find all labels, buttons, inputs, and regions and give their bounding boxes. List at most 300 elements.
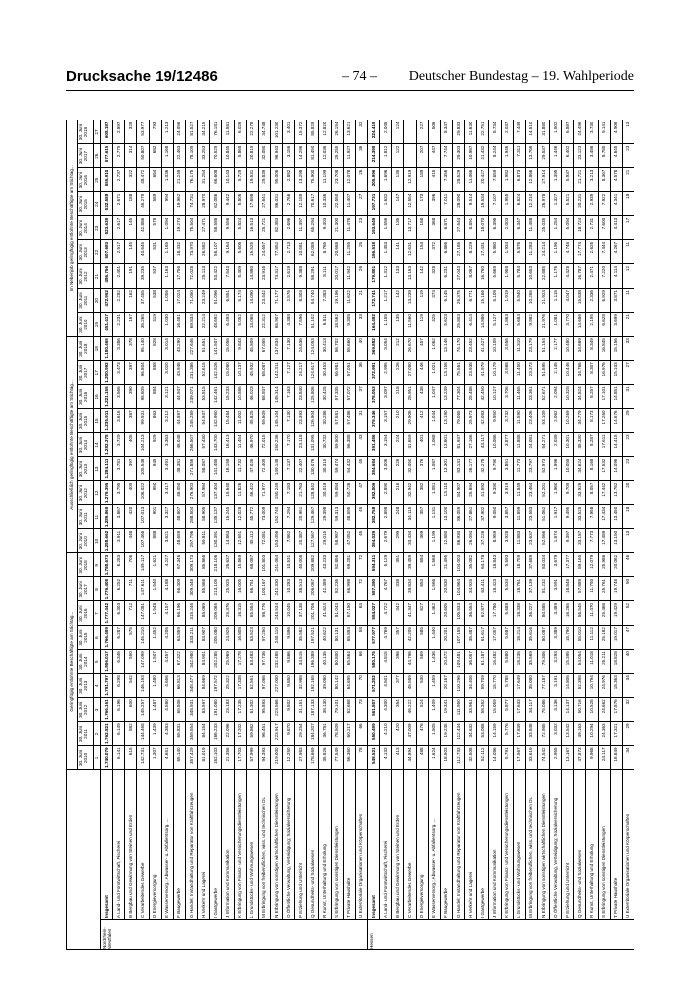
table-cell: 23.464	[528, 482, 534, 497]
table-cell: 72.015	[261, 434, 267, 449]
table-cell: 52	[625, 603, 631, 609]
table-cell: 15.638	[576, 290, 582, 305]
table-cell: 72.081	[261, 530, 267, 545]
column-divider	[77, 721, 634, 722]
table-cell: 135	[394, 314, 400, 322]
table-cell: 22.463	[176, 145, 182, 160]
table-cell: 29.833	[455, 121, 461, 136]
table-cell: 37.226	[479, 530, 485, 545]
table-cell: 1.221.155	[103, 386, 109, 407]
table-cell: 223.917	[273, 723, 279, 740]
table-cell: 25.488	[467, 386, 473, 401]
column-number: 12	[94, 490, 99, 496]
row-label: O Öffentliche Verwaltung, Verteidigung; Sozialversicherung	[285, 797, 291, 918]
table-cell: 33.525	[576, 506, 582, 521]
table-cell: 23.406	[528, 410, 534, 425]
table-cell: 52.973	[540, 458, 546, 473]
table-cell: 55.010	[576, 627, 582, 642]
table-cell: 3.911	[115, 530, 121, 542]
column-number: 22	[94, 249, 99, 255]
table-cell: 2.995	[382, 362, 388, 374]
table-cell: 32	[358, 121, 364, 127]
table-cell: 14.296	[297, 145, 303, 160]
table-cell: 36	[358, 362, 364, 368]
table-cell: 627	[419, 603, 425, 611]
column-divider	[77, 192, 634, 193]
table-cell: 28.529	[455, 169, 461, 184]
table-cell: 1.776.408	[103, 578, 109, 600]
table-cell: 25.894	[467, 482, 473, 497]
table-cell: 23	[625, 434, 631, 440]
table-cell: 11.849	[516, 482, 522, 497]
table-cell: 19.274	[176, 217, 182, 232]
table-cell: 1.874	[552, 530, 558, 543]
table-cell: 41.427	[479, 338, 485, 353]
table-cell: 15.484	[224, 410, 230, 425]
table-cell: 2.177	[552, 338, 558, 350]
table-cell: 3.486	[589, 145, 595, 158]
table-cell: 205.996	[370, 169, 376, 187]
table-cell: 81.019	[200, 747, 206, 762]
table-cell: 4.580	[164, 699, 170, 711]
table-cell: 43	[358, 434, 364, 440]
table-cell: 42.489	[322, 578, 328, 593]
table-cell: 20.819	[249, 145, 255, 160]
row-label: E Wasserversorg.; Abwasser- u. Abfallentsorg. ...	[164, 818, 170, 918]
table-cell: 23.361	[528, 386, 534, 401]
table-cell: 22.278	[249, 121, 255, 136]
table-cell: 30.019	[322, 482, 328, 497]
table-cell: 23.179	[528, 338, 534, 353]
table-cell: 10.179	[491, 362, 497, 377]
column-divider	[77, 649, 634, 650]
table-cell: 15.640	[224, 482, 230, 497]
date-header: 30. Juni 2012	[78, 268, 88, 285]
table-cell: 57.335	[334, 386, 340, 401]
table-cell: 12.078	[346, 169, 352, 184]
table-cell: 531	[152, 241, 158, 250]
table-cell: 17.101	[601, 386, 607, 401]
table-cell: 11.112	[589, 627, 595, 641]
table-cell: 14.137	[564, 699, 570, 714]
column-number: 19	[94, 322, 99, 328]
table-cell: 8.367	[601, 169, 607, 182]
table-cell: 14.886	[479, 314, 485, 329]
table-cell: 309.448	[188, 578, 194, 596]
table-cell: 109.481	[455, 651, 461, 668]
table-cell: 10.987	[467, 145, 473, 160]
table-cell: 27.165	[455, 241, 461, 256]
row-label: Q Gesundheits- und Sozialwesen	[576, 849, 582, 918]
column-divider	[77, 481, 634, 482]
table-cell: 72.409	[261, 458, 267, 473]
row-label: K Erbringung von Finanz- und Versicherungsdienstleistungen	[237, 793, 243, 918]
table-cell: 23.442	[261, 290, 267, 305]
table-cell: 224	[394, 434, 400, 443]
table-cell: 15.245	[224, 506, 230, 521]
table-cell: 8.057	[589, 482, 595, 495]
table-cell: 25.035	[540, 217, 546, 232]
table-cell: 2.039	[552, 434, 558, 446]
table-cell: 4.388	[285, 314, 291, 326]
table-cell: 13.601	[443, 434, 449, 449]
table-cell: 1.081	[552, 314, 558, 326]
table-cell: 31.151	[297, 699, 303, 714]
table-cell: 18.759	[516, 554, 522, 569]
table-cell: 56.360	[346, 747, 352, 762]
table-cell: 149.117	[140, 554, 145, 572]
table-cell: 342.980	[188, 651, 194, 668]
table-cell: 4.047	[564, 290, 570, 302]
parliament-title: Deutscher Bundestag – 19. Wahlperiode	[408, 69, 634, 84]
date-header: 30. Juni 2015	[78, 629, 88, 646]
page-header	[66, 66, 634, 91]
table-cell: 384.029	[370, 530, 376, 548]
table-cell: 70.529	[212, 145, 218, 160]
table-cell: 15.770	[491, 675, 497, 690]
column-number: 13	[94, 466, 99, 472]
table-cell: 206.067	[309, 578, 315, 596]
table-cell: 135.137	[212, 506, 218, 524]
table-cell: 218.106	[212, 554, 218, 572]
table-cell: 4.656	[164, 675, 170, 687]
table-cell: 12.189	[297, 193, 303, 208]
column-number: 20	[94, 298, 99, 304]
document-number	[66, 68, 218, 85]
table-cell: 13.158	[443, 362, 449, 377]
date-header: 30. Juni 2016	[78, 605, 88, 622]
table-cell: 4.206	[164, 627, 170, 639]
table-cell: 41.592	[479, 482, 485, 497]
column-number: 17	[94, 370, 99, 376]
table-cell: 1.217	[382, 290, 388, 302]
table-cell: 17.876	[613, 699, 619, 714]
table-cell: 5.684	[516, 314, 522, 326]
table-cell: 42.205	[407, 627, 412, 642]
table-cell: 36.227	[528, 603, 534, 618]
table-cell: 45	[358, 506, 364, 512]
table-cell: 10.086	[491, 434, 497, 449]
table-cell: 32.050	[407, 458, 412, 473]
table-cell: 147.099	[140, 651, 145, 668]
table-cell: 162.103	[212, 747, 218, 765]
table-cell: 11.888	[516, 434, 522, 449]
row-divider	[100, 120, 101, 950]
table-cell: 149.148	[273, 458, 279, 476]
column-number: 10	[94, 538, 99, 544]
table-cell: 16.976	[601, 362, 607, 377]
table-cell: 12	[625, 265, 631, 272]
table-cell: 80.585	[540, 603, 546, 618]
table-cell: 57.051	[346, 362, 352, 377]
table-cell: 15.166	[479, 290, 485, 305]
table-cell: 4.769	[382, 627, 388, 639]
table-cell: 11.465	[516, 386, 522, 401]
table-cell: 6.149	[115, 723, 121, 735]
table-cell: 205.080	[212, 627, 218, 644]
table-cell: 36.057	[467, 651, 473, 666]
table-cell: 379.346	[370, 410, 376, 428]
table-cell: 1.788.673	[103, 554, 109, 576]
table-cell: 47.009	[407, 723, 412, 738]
table-cell: 53.068	[479, 723, 485, 738]
table-cell: 4.457	[164, 651, 170, 663]
table-cell: 3.293	[552, 651, 558, 663]
table-cell: 25.322	[224, 675, 230, 690]
table-cell: 145	[127, 241, 133, 250]
table-cell: 33.434	[407, 530, 412, 545]
table-cell: 71.177	[273, 290, 279, 305]
table-cell: 26.582	[200, 241, 206, 256]
column-divider	[77, 384, 634, 385]
table-cell: 1.409	[431, 699, 437, 711]
table-cell: 1.094	[164, 217, 170, 230]
table-cell: 172.741	[370, 290, 376, 307]
table-cell: 7.922	[601, 193, 607, 206]
table-cell: 11.283	[528, 241, 534, 256]
table-cell: 72.028	[188, 265, 194, 281]
table-cell: 3.473	[115, 362, 121, 374]
table-cell: 13.621	[346, 121, 352, 136]
table-cell: 23.637	[528, 530, 534, 545]
table-cell: 31	[625, 386, 631, 392]
table-cell: 66.409	[176, 578, 182, 593]
table-cell: 142.526	[212, 362, 218, 379]
table-cell: 128.842	[309, 482, 315, 500]
table-cell: 96.943	[273, 145, 279, 160]
table-cell: 12.250	[285, 747, 291, 762]
table-cell: 80.800	[334, 651, 340, 666]
table-cell: 147.611	[140, 578, 145, 596]
table-cell: 17.202	[237, 723, 243, 738]
date-header: 30. Juni 2013	[78, 244, 88, 261]
table-cell: 27.983	[297, 747, 303, 762]
table-cell: 5.593	[504, 554, 510, 567]
table-cell: 13.163	[407, 265, 412, 281]
table-cell: 6.402	[564, 145, 570, 158]
table-cell: 51.096	[212, 290, 218, 305]
table-cell: 9.850	[285, 675, 291, 687]
table-cell: 16.413	[224, 434, 230, 449]
table-cell: 23.123	[576, 145, 582, 160]
table-cell: 32.080	[261, 145, 267, 160]
table-cell: 1.176	[552, 265, 558, 278]
table-cell: 27.641	[261, 193, 267, 208]
table-cell: 1.459	[431, 675, 437, 687]
table-cell: 589	[152, 193, 158, 202]
table-cell: 142	[419, 265, 425, 274]
table-cell: 21.432	[479, 145, 485, 160]
table-cell: 377	[394, 675, 400, 683]
table-cell: 357.429	[188, 747, 194, 765]
table-cell: 10.265	[528, 290, 534, 305]
table-cell: 23	[625, 458, 631, 464]
table-cell: 3.871	[613, 290, 619, 302]
table-cell: 9.308	[346, 314, 352, 326]
table-cell: 19.429	[613, 603, 619, 618]
table-cell: 3.401	[285, 121, 291, 134]
table-cell: 49.163	[576, 723, 582, 738]
table-cell: 33.187	[576, 530, 582, 545]
table-cell: 11.773	[516, 458, 522, 473]
table-cell: 32.508	[467, 747, 473, 762]
row-label: J Information und Kommunikation	[224, 849, 230, 918]
column-number: 5	[94, 660, 99, 663]
column-divider	[77, 144, 634, 145]
date-header: 30. Juni 2011	[78, 509, 88, 526]
table-cell: 2.898	[382, 506, 388, 519]
table-cell: 13.766	[528, 145, 534, 160]
table-cell: 4.645	[613, 145, 619, 158]
table-cell: 17.774	[576, 241, 582, 256]
table-cell: 420	[394, 723, 400, 732]
table-cell: 34.117	[528, 699, 534, 714]
date-header: 30. Juni 2014	[78, 436, 88, 454]
table-cell: 34.632	[467, 723, 473, 738]
table-cell: 2.955	[552, 747, 558, 759]
table-cell: 2.696	[285, 217, 291, 230]
table-cell: 387	[127, 410, 133, 419]
table-cell: 51.062	[540, 506, 546, 521]
table-cell: 580.175	[370, 651, 376, 668]
table-cell: 11.002	[237, 410, 243, 425]
table-cell: 10.294	[589, 723, 595, 738]
row-label: G Handel; Instandhaltung und Reparatur von Kraftfahrzeugen	[188, 792, 194, 918]
table-cell: 46.970	[249, 434, 255, 449]
table-cell: 706	[127, 554, 133, 563]
table-cell: 23.249	[200, 290, 206, 305]
table-cell: 1.487	[152, 699, 158, 711]
table-cell: 1.960	[552, 482, 558, 495]
row-divider	[66, 120, 67, 950]
table-cell: 13	[625, 121, 631, 127]
table-cell: 4.300	[382, 699, 388, 711]
table-cell: 1.946	[504, 145, 510, 158]
table-cell: 5.521	[564, 193, 570, 206]
table-cell: 33.961	[467, 699, 473, 714]
table-cell: 35.569	[528, 651, 534, 666]
table-cell: 98.776	[261, 603, 267, 618]
table-cell: 10.143	[224, 169, 230, 184]
table-cell: 67.150	[346, 603, 352, 618]
table-cell: 13.150	[613, 530, 619, 545]
table-cell: 150.249	[273, 482, 279, 500]
table-cell: 197.731	[370, 193, 376, 211]
table-cell: 66.608	[212, 169, 218, 184]
table-cell: 26	[358, 169, 364, 175]
table-cell: 153.056	[273, 530, 279, 548]
table-cell: 14.086	[491, 747, 497, 762]
table-cell: 409	[127, 482, 133, 491]
row-label: D Energieversorgung	[152, 874, 158, 918]
table-cell: 5.623	[443, 314, 449, 326]
table-cell: 6.871	[443, 217, 449, 230]
table-cell: 2.094	[552, 386, 558, 398]
table-cell: 6.287	[115, 627, 121, 639]
table-cell: 37.139	[528, 578, 534, 593]
table-cell: 213.105	[212, 578, 218, 596]
table-cell: 9.866	[285, 651, 291, 663]
table-cell: 446	[419, 362, 425, 370]
table-cell: 11.397	[297, 217, 303, 232]
table-cell: 15.233	[224, 386, 230, 401]
table-cell: 48.050	[176, 482, 182, 497]
row-label: L Grundstücks- und Wohnungswesen	[516, 841, 522, 918]
table-cell: 405	[127, 434, 133, 443]
table-cell: 21.495	[443, 554, 449, 569]
table-cell: 58.905	[200, 506, 206, 521]
table-cell: 65.893	[346, 627, 352, 642]
table-cell: 314	[127, 145, 133, 154]
table-cell: 8.229	[467, 241, 473, 254]
table-cell: 582	[127, 723, 133, 732]
column-divider	[77, 216, 634, 217]
table-cell: 266.507	[188, 434, 194, 452]
table-cell: 13.717	[407, 217, 412, 232]
column-number: 3	[94, 708, 99, 712]
table-cell: 17.839	[516, 723, 522, 738]
table-cell: 19.534	[479, 193, 485, 208]
table-cell: 27.080	[407, 362, 412, 377]
table-cell: 9.495	[564, 506, 570, 519]
table-cell: 20.427	[479, 169, 485, 184]
table-cell: 78.109	[188, 145, 194, 160]
table-cell: 56.388	[346, 434, 352, 449]
table-cell: 18.503	[443, 747, 449, 762]
table-cell: 24.496	[576, 121, 582, 136]
table-cell: 396	[394, 651, 400, 659]
table-cell: 25.113	[200, 265, 206, 280]
table-cell: 397	[127, 362, 133, 370]
table-cell: 12.554	[407, 193, 412, 208]
table-cell: 994	[164, 193, 170, 202]
table-cell: 2.679	[382, 530, 388, 543]
table-cell: 24.926	[224, 627, 230, 642]
table-cell: 53.109	[540, 410, 546, 425]
table-cell: 11.407	[346, 193, 352, 208]
table-cell: 11.310	[516, 338, 522, 352]
table-cell: 73	[358, 699, 364, 705]
table-cell: 45.772	[249, 506, 255, 521]
table-cell: 35.080	[528, 675, 534, 690]
table-cell: 1.288.662	[103, 530, 109, 552]
table-cell: 210	[394, 410, 400, 419]
table-cell: 333.211	[188, 627, 194, 644]
table-cell: 85.829	[309, 121, 315, 136]
table-cell: 27.043	[455, 265, 461, 281]
column-divider	[77, 673, 634, 674]
table-cell: 11.732	[237, 458, 243, 473]
table-cell: 18.828	[613, 651, 619, 666]
table-cell: 48.048	[176, 434, 182, 449]
table-cell: 3.006	[382, 458, 388, 471]
table-cell: 137.834	[273, 338, 279, 355]
table-cell: 9.514	[467, 193, 473, 206]
table-cell: 10.269	[564, 410, 570, 425]
table-cell: 84.669	[200, 675, 206, 690]
table-cell: 1.934	[504, 241, 510, 254]
column-divider	[77, 457, 634, 458]
table-cell: 9.968	[589, 747, 595, 759]
table-cell: 56.702	[334, 338, 340, 353]
table-cell: 240.110	[273, 627, 279, 644]
row-label: D Energieversorgung	[419, 874, 425, 918]
table-cell: 227	[419, 121, 425, 130]
table-cell: 30.453	[322, 362, 328, 377]
table-cell: 37	[358, 386, 364, 392]
table-cell: 82.236	[334, 578, 340, 593]
table-cell: 382.006	[370, 482, 376, 500]
